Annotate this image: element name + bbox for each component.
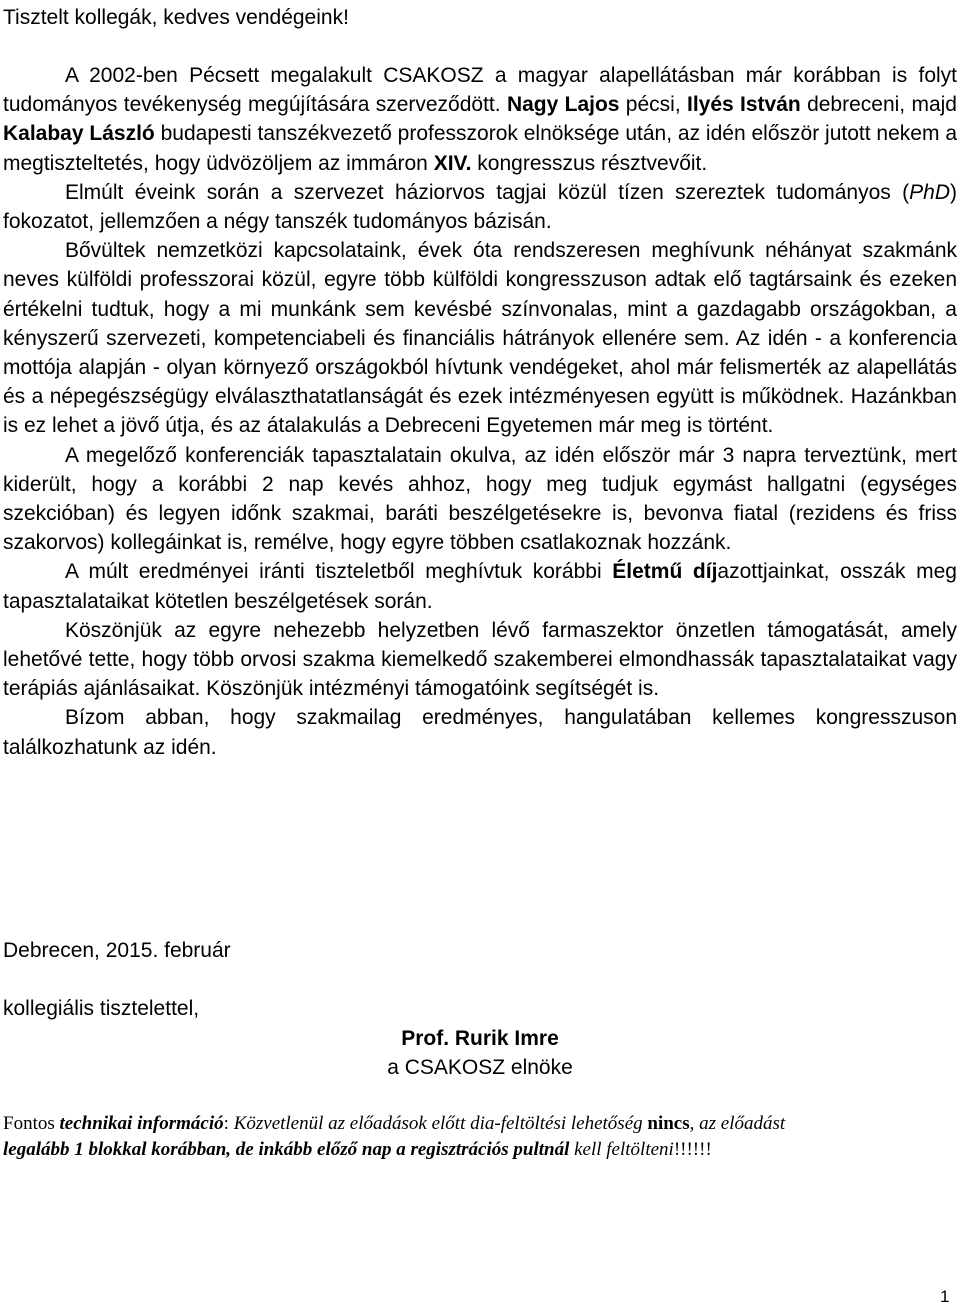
paragraph-5 [3, 557, 957, 615]
place-date: Debrecen, 2015. február [3, 939, 231, 962]
closing-phrase: kollegiális tisztelettel, [3, 997, 200, 1020]
note-text-upload: kell feltölteni [569, 1139, 674, 1160]
signature-name: Prof. Rurik Imre [401, 1027, 559, 1050]
note-upload-deadline: legalább 1 blokkal korábban, de inkább előző nap a regisztrációs pultnál [3, 1139, 570, 1160]
note-text-d: Közvetlenül az előadások előtt dia-feltöltési lehetőség [233, 1113, 648, 1134]
name-ilyes-istvan: Ilyés István [687, 93, 801, 117]
signature-title: a CSAKOSZ elnöke [387, 1056, 573, 1079]
page-number: 1 [940, 1287, 950, 1306]
note-colon: : [223, 1113, 234, 1134]
congress-number: XIV. [433, 151, 472, 175]
salutation: Tisztelt kollegák, kedves vendégeink! [3, 6, 349, 29]
p2-text-b: ) fokozatot, jellemzően a négy tanszék tudományos bázisán. [3, 180, 957, 234]
p1-text-d: debreceni, majd [800, 93, 957, 117]
note-exclamations: !!!!!! [673, 1139, 712, 1160]
letter-body [3, 61, 957, 762]
note-text-a: Fontos [3, 1113, 60, 1134]
paragraph-3: Bővültek nemzetközi kapcsolataink, évek óta rendszeresen meghívunk néhányat szakmánk neves külföldi professzorai közül, egyre több külföldi kongresszuson adtak elő tagtársaink és ezeken értékelni tudtuk, hogy a mi munkánk sem kevésbé színvonalas, mint a gazdagabb országokban, a kényszerű szervezeti, kompetenciabeli és financiális hátrányok ellenére sem. Az idén - a konferencia mottója alapján - olyan környező országokból hívtunk vendégeket, ahol már felismerték az alapellátás és a népegészségügy elválaszthatatlanságát és ezek intézményesen együtt is működnek. Hazánkban is ez lehet a jövő útja, és az átalakulás a Debreceni Egyetemen már meg is történt. [3, 239, 957, 438]
technical-note [3, 1111, 957, 1163]
paragraph-1 [3, 61, 957, 178]
paragraph-7: Bízom abban, hogy szakmailag eredményes, hangulatában kellemes kongresszuson találkozhatunk az idén. [3, 706, 957, 759]
p2-text-a: Elmúlt éveink során a szervezet háziorvos tagjai közül tízen szereztek tudományos ( [65, 180, 910, 204]
p1-text-c: pécsi, [619, 93, 687, 117]
p1-text-f: kongresszus résztvevőit. [471, 151, 708, 175]
paragraph-4: A megelőző konferenciák tapasztalatain okulva, az idén először már 3 napra terveztünk, mert kiderült, hogy a korábbi 2 nap kevés ahhoz, hogy meg tudjuk egymást hallgatni (egységes szekcióban) és legyen időnk szakmai, baráti beszélgetésekre is, bevonva fiatal (rezidens és friss szakorvos) kollegáinkat is, remélve, hogy egyre többen csatlakoznak hozzánk. [3, 443, 957, 555]
paragraph-2 [3, 178, 957, 236]
p5-text-b: azottjainkat, osszák meg tapasztalataikat kötetlen beszélgetések során. [3, 560, 957, 613]
paragraph-6: Köszönjük az egyre nehezebb helyzetben lévő farmaszektor önzetlen támogatását, amely lehetővé tette, hogy több orvosi szakma kiemelkedő szakemberei elmondhassák tapasztalataikat vagy terápiás ajánlásaikat. Köszönjük intézményi támogatóink segítségét is. [3, 618, 957, 701]
p1-text-a: A 2002-ben Pécsett megalakult CSAKOSZ a magyar alapellátásban már korábban is folyt tudományos tevékenység megújítására szerveződött. [3, 64, 957, 117]
note-technical-info: technikai információ [59, 1113, 224, 1134]
p5-text-a: A múlt eredményei iránti tiszteletből meghívtuk korábbi [65, 560, 613, 584]
note-line-1 [3, 1111, 957, 1137]
lifetime-award-term: Életmű díj [612, 560, 718, 584]
p1-text-e: budapesti tanszékvezető professzorok elnöksége után, az idén először jutott nekem a megtiszteltetés, hogy üdvözöljem az immáron [3, 122, 958, 175]
name-nagy-lajos: Nagy Lajos [506, 93, 620, 117]
phd-term: PhD [909, 180, 950, 204]
note-nincs: nincs [647, 1113, 690, 1134]
note-text-f: , az előadást [689, 1113, 786, 1134]
note-line-2 [3, 1137, 957, 1163]
name-kalabay-laszlo: Kalabay László [3, 122, 155, 146]
